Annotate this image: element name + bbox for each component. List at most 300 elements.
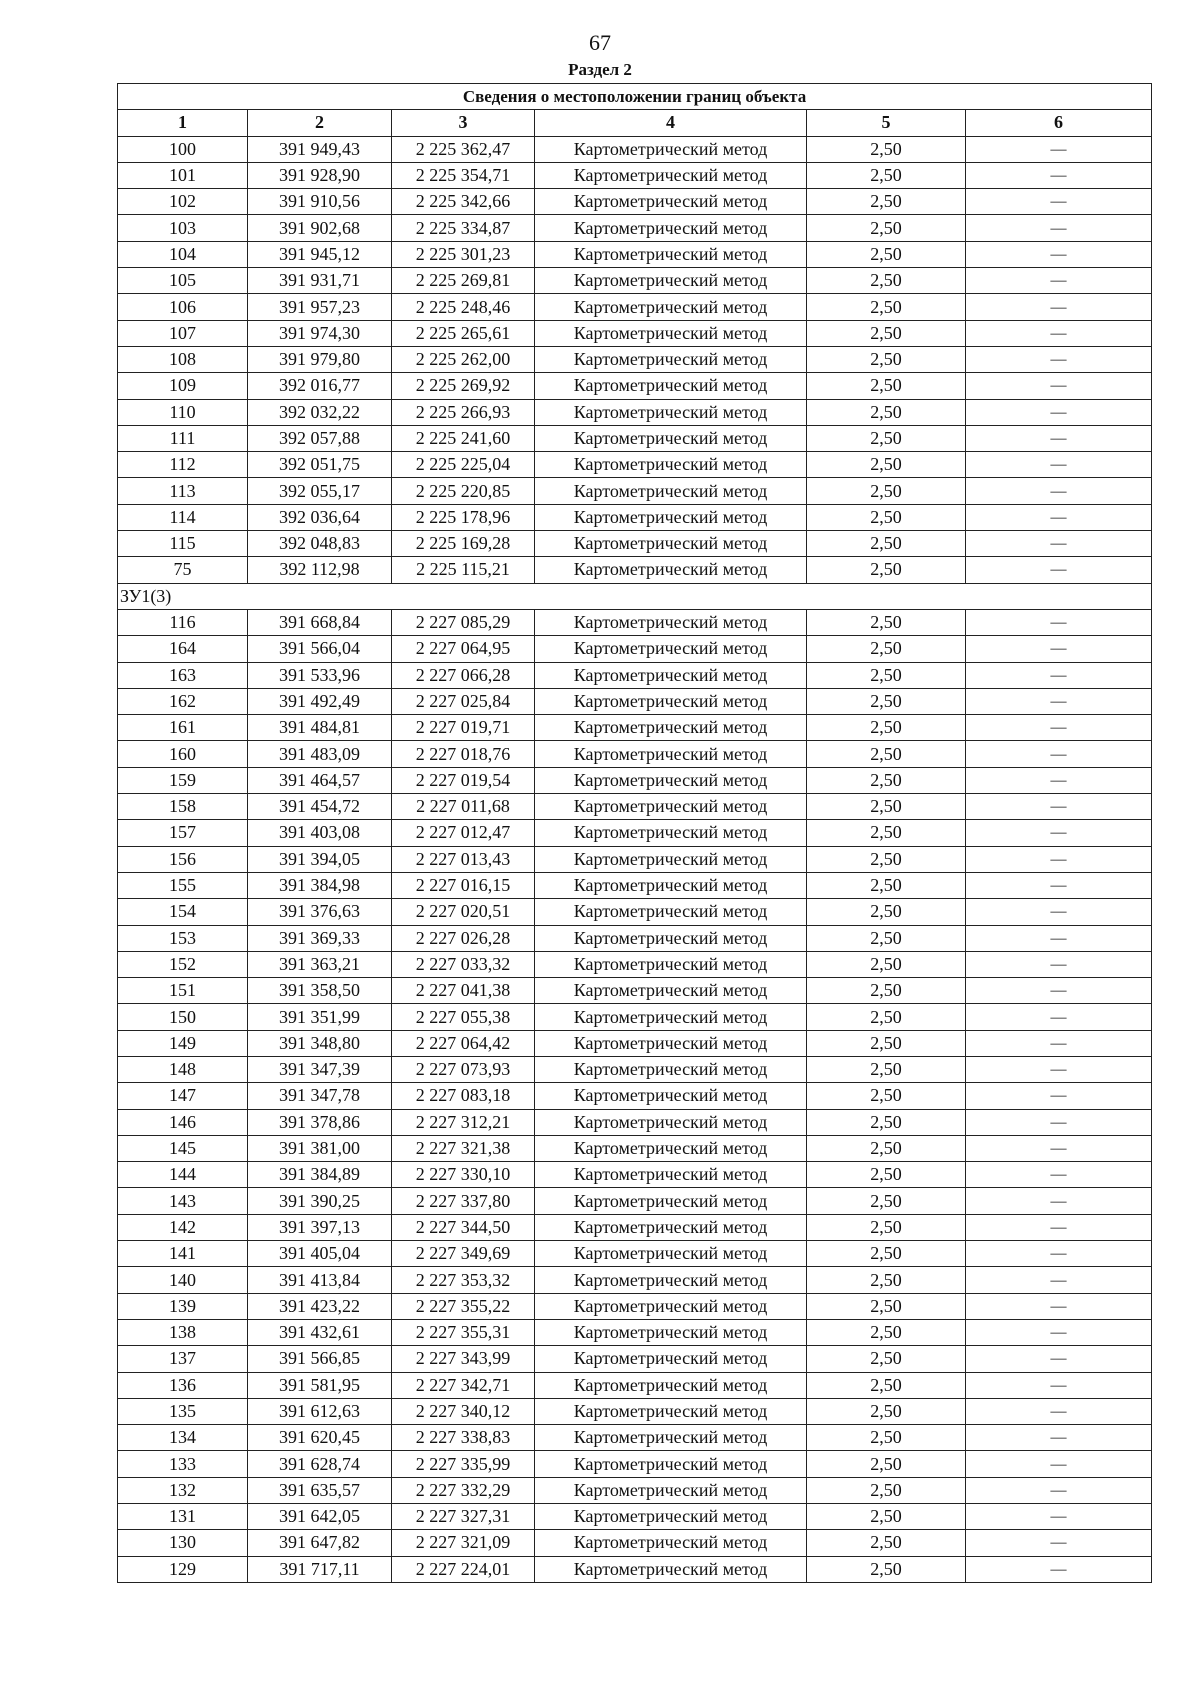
accuracy-cell: 2,50 xyxy=(807,846,966,872)
table-row xyxy=(118,1372,1152,1398)
description-cell: — xyxy=(966,241,1152,267)
accuracy-cell: 2,50 xyxy=(807,1504,966,1530)
x-coordinate-cell: 392 016,77 xyxy=(248,373,392,399)
table-row xyxy=(118,294,1152,320)
accuracy-cell: 2,50 xyxy=(807,136,966,162)
y-coordinate-cell: 2 227 330,10 xyxy=(392,1162,535,1188)
x-coordinate-cell: 391 390,25 xyxy=(248,1188,392,1214)
table-row xyxy=(118,1109,1152,1135)
x-coordinate-cell: 391 566,04 xyxy=(248,636,392,662)
y-coordinate-cell: 2 227 355,31 xyxy=(392,1319,535,1345)
y-coordinate-cell: 2 227 224,01 xyxy=(392,1556,535,1582)
x-coordinate-cell: 391 566,85 xyxy=(248,1346,392,1372)
description-cell: — xyxy=(966,531,1152,557)
x-coordinate-cell: 391 628,74 xyxy=(248,1451,392,1477)
y-coordinate-cell: 2 225 115,21 xyxy=(392,557,535,583)
column-number: 2 xyxy=(248,110,392,136)
table-row xyxy=(118,1214,1152,1240)
point-number-cell: 102 xyxy=(118,189,248,215)
method-cell: Картометрический метод xyxy=(535,557,807,583)
table-row xyxy=(118,1530,1152,1556)
method-cell: Картометрический метод xyxy=(535,1319,807,1345)
description-cell: — xyxy=(966,373,1152,399)
method-cell: Картометрический метод xyxy=(535,504,807,530)
method-cell: Картометрический метод xyxy=(535,1030,807,1056)
section-title: Раздел 2 xyxy=(568,60,632,79)
y-coordinate-cell: 2 227 332,29 xyxy=(392,1477,535,1503)
point-number-cell: 134 xyxy=(118,1425,248,1451)
method-cell: Картометрический метод xyxy=(535,1556,807,1582)
method-cell: Картометрический метод xyxy=(535,1293,807,1319)
x-coordinate-cell: 391 902,68 xyxy=(248,215,392,241)
method-cell: Картометрический метод xyxy=(535,1214,807,1240)
table-row xyxy=(118,609,1152,635)
accuracy-cell: 2,50 xyxy=(807,636,966,662)
accuracy-cell: 2,50 xyxy=(807,1267,966,1293)
point-number-cell: 103 xyxy=(118,215,248,241)
y-coordinate-cell: 2 225 266,93 xyxy=(392,399,535,425)
description-cell: — xyxy=(966,1451,1152,1477)
y-coordinate-cell: 2 227 321,38 xyxy=(392,1135,535,1161)
x-coordinate-cell: 391 369,33 xyxy=(248,925,392,951)
accuracy-cell: 2,50 xyxy=(807,241,966,267)
method-cell: Картометрический метод xyxy=(535,399,807,425)
x-coordinate-cell: 391 612,63 xyxy=(248,1398,392,1424)
table-row xyxy=(118,1162,1152,1188)
accuracy-cell: 2,50 xyxy=(807,794,966,820)
point-number-cell: 164 xyxy=(118,636,248,662)
method-cell: Картометрический метод xyxy=(535,794,807,820)
description-cell: — xyxy=(966,688,1152,714)
accuracy-cell: 2,50 xyxy=(807,662,966,688)
table-row xyxy=(118,1056,1152,1082)
description-cell: — xyxy=(966,1004,1152,1030)
y-coordinate-cell: 2 227 338,83 xyxy=(392,1425,535,1451)
method-cell: Картометрический метод xyxy=(535,1477,807,1503)
x-coordinate-cell: 391 464,57 xyxy=(248,767,392,793)
method-cell: Картометрический метод xyxy=(535,1056,807,1082)
y-coordinate-cell: 2 227 018,76 xyxy=(392,741,535,767)
y-coordinate-cell: 2 227 025,84 xyxy=(392,688,535,714)
table-row xyxy=(118,162,1152,188)
x-coordinate-cell: 391 581,95 xyxy=(248,1372,392,1398)
description-cell: — xyxy=(966,1293,1152,1319)
method-cell: Картометрический метод xyxy=(535,215,807,241)
point-number-cell: 142 xyxy=(118,1214,248,1240)
point-number-cell: 132 xyxy=(118,1477,248,1503)
description-cell: — xyxy=(966,741,1152,767)
x-coordinate-cell: 391 454,72 xyxy=(248,794,392,820)
method-cell: Картометрический метод xyxy=(535,1530,807,1556)
y-coordinate-cell: 2 227 073,93 xyxy=(392,1056,535,1082)
boundary-table xyxy=(117,83,1152,1583)
description-cell: — xyxy=(966,872,1152,898)
table-row xyxy=(118,215,1152,241)
accuracy-cell: 2,50 xyxy=(807,320,966,346)
point-number-cell: 162 xyxy=(118,688,248,714)
description-cell: — xyxy=(966,1109,1152,1135)
description-cell: — xyxy=(966,715,1152,741)
point-number-cell: 161 xyxy=(118,715,248,741)
x-coordinate-cell: 392 057,88 xyxy=(248,425,392,451)
method-cell: Картометрический метод xyxy=(535,741,807,767)
description-cell: — xyxy=(966,636,1152,662)
method-cell: Картометрический метод xyxy=(535,531,807,557)
description-cell: — xyxy=(966,320,1152,346)
y-coordinate-cell: 2 227 321,09 xyxy=(392,1530,535,1556)
accuracy-cell: 2,50 xyxy=(807,162,966,188)
accuracy-cell: 2,50 xyxy=(807,294,966,320)
method-cell: Картометрический метод xyxy=(535,162,807,188)
accuracy-cell: 2,50 xyxy=(807,1004,966,1030)
y-coordinate-cell: 2 227 349,69 xyxy=(392,1241,535,1267)
method-cell: Картометрический метод xyxy=(535,1135,807,1161)
y-coordinate-cell: 2 227 064,95 xyxy=(392,636,535,662)
accuracy-cell: 2,50 xyxy=(807,452,966,478)
point-number-cell: 133 xyxy=(118,1451,248,1477)
accuracy-cell: 2,50 xyxy=(807,531,966,557)
x-coordinate-cell: 392 036,64 xyxy=(248,504,392,530)
point-number-cell: 163 xyxy=(118,662,248,688)
point-number-cell: 106 xyxy=(118,294,248,320)
table-row xyxy=(118,1504,1152,1530)
table-row xyxy=(118,531,1152,557)
description-cell: — xyxy=(966,1188,1152,1214)
accuracy-cell: 2,50 xyxy=(807,346,966,372)
column-number: 4 xyxy=(535,110,807,136)
description-cell: — xyxy=(966,1530,1152,1556)
method-cell: Картометрический метод xyxy=(535,320,807,346)
table-row xyxy=(118,1241,1152,1267)
y-coordinate-cell: 2 227 055,38 xyxy=(392,1004,535,1030)
accuracy-cell: 2,50 xyxy=(807,1293,966,1319)
description-cell: — xyxy=(966,1398,1152,1424)
x-coordinate-cell: 392 112,98 xyxy=(248,557,392,583)
description-cell: — xyxy=(966,557,1152,583)
x-coordinate-cell: 391 384,98 xyxy=(248,872,392,898)
point-number-cell: 140 xyxy=(118,1267,248,1293)
y-coordinate-cell: 2 227 020,51 xyxy=(392,899,535,925)
method-cell: Картометрический метод xyxy=(535,899,807,925)
y-coordinate-cell: 2 225 178,96 xyxy=(392,504,535,530)
point-number-cell: 151 xyxy=(118,978,248,1004)
table-row xyxy=(118,767,1152,793)
x-coordinate-cell: 391 492,49 xyxy=(248,688,392,714)
point-number-cell: 100 xyxy=(118,136,248,162)
y-coordinate-cell: 2 225 262,00 xyxy=(392,346,535,372)
description-cell: — xyxy=(966,1135,1152,1161)
point-number-cell: 139 xyxy=(118,1293,248,1319)
method-cell: Картометрический метод xyxy=(535,1425,807,1451)
method-cell: Картометрический метод xyxy=(535,294,807,320)
x-coordinate-cell: 392 055,17 xyxy=(248,478,392,504)
accuracy-cell: 2,50 xyxy=(807,1319,966,1345)
x-coordinate-cell: 391 949,43 xyxy=(248,136,392,162)
column-number-row xyxy=(118,110,1152,136)
accuracy-cell: 2,50 xyxy=(807,1372,966,1398)
point-number-cell: 115 xyxy=(118,531,248,557)
method-cell: Картометрический метод xyxy=(535,373,807,399)
x-coordinate-cell: 391 635,57 xyxy=(248,1477,392,1503)
x-coordinate-cell: 391 979,80 xyxy=(248,346,392,372)
group-header-row xyxy=(118,583,1152,609)
accuracy-cell: 2,50 xyxy=(807,872,966,898)
x-coordinate-cell: 391 668,84 xyxy=(248,609,392,635)
point-number-cell: 110 xyxy=(118,399,248,425)
accuracy-cell: 2,50 xyxy=(807,504,966,530)
description-cell: — xyxy=(966,1346,1152,1372)
table-row xyxy=(118,1004,1152,1030)
x-coordinate-cell: 391 432,61 xyxy=(248,1319,392,1345)
point-number-cell: 150 xyxy=(118,1004,248,1030)
accuracy-cell: 2,50 xyxy=(807,899,966,925)
method-cell: Картометрический метод xyxy=(535,820,807,846)
accuracy-cell: 2,50 xyxy=(807,268,966,294)
y-coordinate-cell: 2 227 019,54 xyxy=(392,767,535,793)
method-cell: Картометрический метод xyxy=(535,1188,807,1214)
point-number-cell: 130 xyxy=(118,1530,248,1556)
table-row xyxy=(118,820,1152,846)
accuracy-cell: 2,50 xyxy=(807,1451,966,1477)
table-row xyxy=(118,1135,1152,1161)
point-number-cell: 154 xyxy=(118,899,248,925)
method-cell: Картометрический метод xyxy=(535,1004,807,1030)
method-cell: Картометрический метод xyxy=(535,951,807,977)
y-coordinate-cell: 2 227 344,50 xyxy=(392,1214,535,1240)
description-cell: — xyxy=(966,925,1152,951)
point-number-cell: 143 xyxy=(118,1188,248,1214)
y-coordinate-cell: 2 225 248,46 xyxy=(392,294,535,320)
point-number-cell: 116 xyxy=(118,609,248,635)
table-row xyxy=(118,1293,1152,1319)
method-cell: Картометрический метод xyxy=(535,1398,807,1424)
method-cell: Картометрический метод xyxy=(535,478,807,504)
table-row xyxy=(118,978,1152,1004)
accuracy-cell: 2,50 xyxy=(807,399,966,425)
description-cell: — xyxy=(966,346,1152,372)
table-row xyxy=(118,899,1152,925)
accuracy-cell: 2,50 xyxy=(807,1530,966,1556)
table-row xyxy=(118,872,1152,898)
table-row xyxy=(118,241,1152,267)
method-cell: Картометрический метод xyxy=(535,846,807,872)
description-cell: — xyxy=(966,478,1152,504)
x-coordinate-cell: 391 384,89 xyxy=(248,1162,392,1188)
description-cell: — xyxy=(966,189,1152,215)
method-cell: Картометрический метод xyxy=(535,425,807,451)
column-number: 1 xyxy=(118,110,248,136)
y-coordinate-cell: 2 225 269,92 xyxy=(392,373,535,399)
description-cell: — xyxy=(966,1030,1152,1056)
table-row xyxy=(118,1188,1152,1214)
accuracy-cell: 2,50 xyxy=(807,1109,966,1135)
description-cell: — xyxy=(966,294,1152,320)
point-number-cell: 160 xyxy=(118,741,248,767)
description-cell: — xyxy=(966,136,1152,162)
y-coordinate-cell: 2 227 011,68 xyxy=(392,794,535,820)
description-cell: — xyxy=(966,1162,1152,1188)
method-cell: Картометрический метод xyxy=(535,189,807,215)
x-coordinate-cell: 391 533,96 xyxy=(248,662,392,688)
accuracy-cell: 2,50 xyxy=(807,373,966,399)
y-coordinate-cell: 2 227 335,99 xyxy=(392,1451,535,1477)
y-coordinate-cell: 2 225 265,61 xyxy=(392,320,535,346)
table-row xyxy=(118,846,1152,872)
y-coordinate-cell: 2 227 064,42 xyxy=(392,1030,535,1056)
table-caption: Сведения о местоположении границ объекта xyxy=(118,84,1152,110)
table-row xyxy=(118,1398,1152,1424)
point-number-cell: 105 xyxy=(118,268,248,294)
description-cell: — xyxy=(966,425,1152,451)
table-row xyxy=(118,425,1152,451)
method-cell: Картометрический метод xyxy=(535,609,807,635)
description-cell: — xyxy=(966,162,1152,188)
group-label: ЗУ1(3) xyxy=(118,583,1152,609)
method-cell: Картометрический метод xyxy=(535,767,807,793)
table-row xyxy=(118,1267,1152,1293)
point-number-cell: 138 xyxy=(118,1319,248,1345)
point-number-cell: 153 xyxy=(118,925,248,951)
y-coordinate-cell: 2 225 269,81 xyxy=(392,268,535,294)
description-cell: — xyxy=(966,1241,1152,1267)
accuracy-cell: 2,50 xyxy=(807,425,966,451)
accuracy-cell: 2,50 xyxy=(807,767,966,793)
y-coordinate-cell: 2 227 340,12 xyxy=(392,1398,535,1424)
point-number-cell: 113 xyxy=(118,478,248,504)
y-coordinate-cell: 2 227 085,29 xyxy=(392,609,535,635)
y-coordinate-cell: 2 225 225,04 xyxy=(392,452,535,478)
table-row xyxy=(118,452,1152,478)
description-cell: — xyxy=(966,1504,1152,1530)
accuracy-cell: 2,50 xyxy=(807,1135,966,1161)
accuracy-cell: 2,50 xyxy=(807,951,966,977)
method-cell: Картометрический метод xyxy=(535,715,807,741)
y-coordinate-cell: 2 227 033,32 xyxy=(392,951,535,977)
table-row xyxy=(118,741,1152,767)
point-number-cell: 111 xyxy=(118,425,248,451)
description-cell: — xyxy=(966,504,1152,530)
point-number-cell: 147 xyxy=(118,1083,248,1109)
x-coordinate-cell: 391 957,23 xyxy=(248,294,392,320)
description-cell: — xyxy=(966,1267,1152,1293)
point-number-cell: 137 xyxy=(118,1346,248,1372)
y-coordinate-cell: 2 225 354,71 xyxy=(392,162,535,188)
table-row xyxy=(118,399,1152,425)
y-coordinate-cell: 2 225 362,47 xyxy=(392,136,535,162)
method-cell: Картометрический метод xyxy=(535,346,807,372)
x-coordinate-cell: 391 363,21 xyxy=(248,951,392,977)
method-cell: Картометрический метод xyxy=(535,1372,807,1398)
table-caption-row xyxy=(118,84,1152,110)
description-cell: — xyxy=(966,215,1152,241)
x-coordinate-cell: 391 347,78 xyxy=(248,1083,392,1109)
y-coordinate-cell: 2 227 337,80 xyxy=(392,1188,535,1214)
method-cell: Картометрический метод xyxy=(535,1504,807,1530)
x-coordinate-cell: 391 620,45 xyxy=(248,1425,392,1451)
accuracy-cell: 2,50 xyxy=(807,715,966,741)
method-cell: Картометрический метод xyxy=(535,1162,807,1188)
description-cell: — xyxy=(966,1083,1152,1109)
method-cell: Картометрический метод xyxy=(535,872,807,898)
table-row xyxy=(118,1083,1152,1109)
point-number-cell: 145 xyxy=(118,1135,248,1161)
description-cell: — xyxy=(966,1556,1152,1582)
accuracy-cell: 2,50 xyxy=(807,688,966,714)
description-cell: — xyxy=(966,846,1152,872)
accuracy-cell: 2,50 xyxy=(807,189,966,215)
y-coordinate-cell: 2 227 019,71 xyxy=(392,715,535,741)
x-coordinate-cell: 391 931,71 xyxy=(248,268,392,294)
point-number-cell: 152 xyxy=(118,951,248,977)
y-coordinate-cell: 2 225 342,66 xyxy=(392,189,535,215)
method-cell: Картометрический метод xyxy=(535,452,807,478)
accuracy-cell: 2,50 xyxy=(807,978,966,1004)
x-coordinate-cell: 391 348,80 xyxy=(248,1030,392,1056)
method-cell: Картометрический метод xyxy=(535,268,807,294)
point-number-cell: 149 xyxy=(118,1030,248,1056)
y-coordinate-cell: 2 227 013,43 xyxy=(392,846,535,872)
table-row xyxy=(118,478,1152,504)
point-number-cell: 156 xyxy=(118,846,248,872)
x-coordinate-cell: 392 032,22 xyxy=(248,399,392,425)
point-number-cell: 129 xyxy=(118,1556,248,1582)
point-number-cell: 136 xyxy=(118,1372,248,1398)
y-coordinate-cell: 2 225 301,23 xyxy=(392,241,535,267)
table-body xyxy=(118,136,1152,1582)
description-cell: — xyxy=(966,609,1152,635)
y-coordinate-cell: 2 227 343,99 xyxy=(392,1346,535,1372)
method-cell: Картометрический метод xyxy=(535,662,807,688)
x-coordinate-cell: 391 358,50 xyxy=(248,978,392,1004)
x-coordinate-cell: 391 381,00 xyxy=(248,1135,392,1161)
accuracy-cell: 2,50 xyxy=(807,1425,966,1451)
accuracy-cell: 2,50 xyxy=(807,820,966,846)
point-number-cell: 108 xyxy=(118,346,248,372)
point-number-cell: 114 xyxy=(118,504,248,530)
table-row xyxy=(118,136,1152,162)
table-row xyxy=(118,1425,1152,1451)
accuracy-cell: 2,50 xyxy=(807,1162,966,1188)
y-coordinate-cell: 2 227 312,21 xyxy=(392,1109,535,1135)
table-row xyxy=(118,1319,1152,1345)
point-number-cell: 109 xyxy=(118,373,248,399)
accuracy-cell: 2,50 xyxy=(807,925,966,951)
y-coordinate-cell: 2 227 342,71 xyxy=(392,1372,535,1398)
x-coordinate-cell: 391 376,63 xyxy=(248,899,392,925)
table-row xyxy=(118,794,1152,820)
y-coordinate-cell: 2 227 355,22 xyxy=(392,1293,535,1319)
accuracy-cell: 2,50 xyxy=(807,478,966,504)
accuracy-cell: 2,50 xyxy=(807,1477,966,1503)
table-row xyxy=(118,662,1152,688)
table-row xyxy=(118,346,1152,372)
x-coordinate-cell: 391 378,86 xyxy=(248,1109,392,1135)
method-cell: Картометрический метод xyxy=(535,978,807,1004)
description-cell: — xyxy=(966,1425,1152,1451)
method-cell: Картометрический метод xyxy=(535,925,807,951)
x-coordinate-cell: 391 974,30 xyxy=(248,320,392,346)
table-row xyxy=(118,373,1152,399)
x-coordinate-cell: 391 347,39 xyxy=(248,1056,392,1082)
point-number-cell: 146 xyxy=(118,1109,248,1135)
description-cell: — xyxy=(966,899,1152,925)
table-row xyxy=(118,688,1152,714)
accuracy-cell: 2,50 xyxy=(807,1398,966,1424)
table-row xyxy=(118,268,1152,294)
accuracy-cell: 2,50 xyxy=(807,741,966,767)
y-coordinate-cell: 2 227 012,47 xyxy=(392,820,535,846)
accuracy-cell: 2,50 xyxy=(807,557,966,583)
